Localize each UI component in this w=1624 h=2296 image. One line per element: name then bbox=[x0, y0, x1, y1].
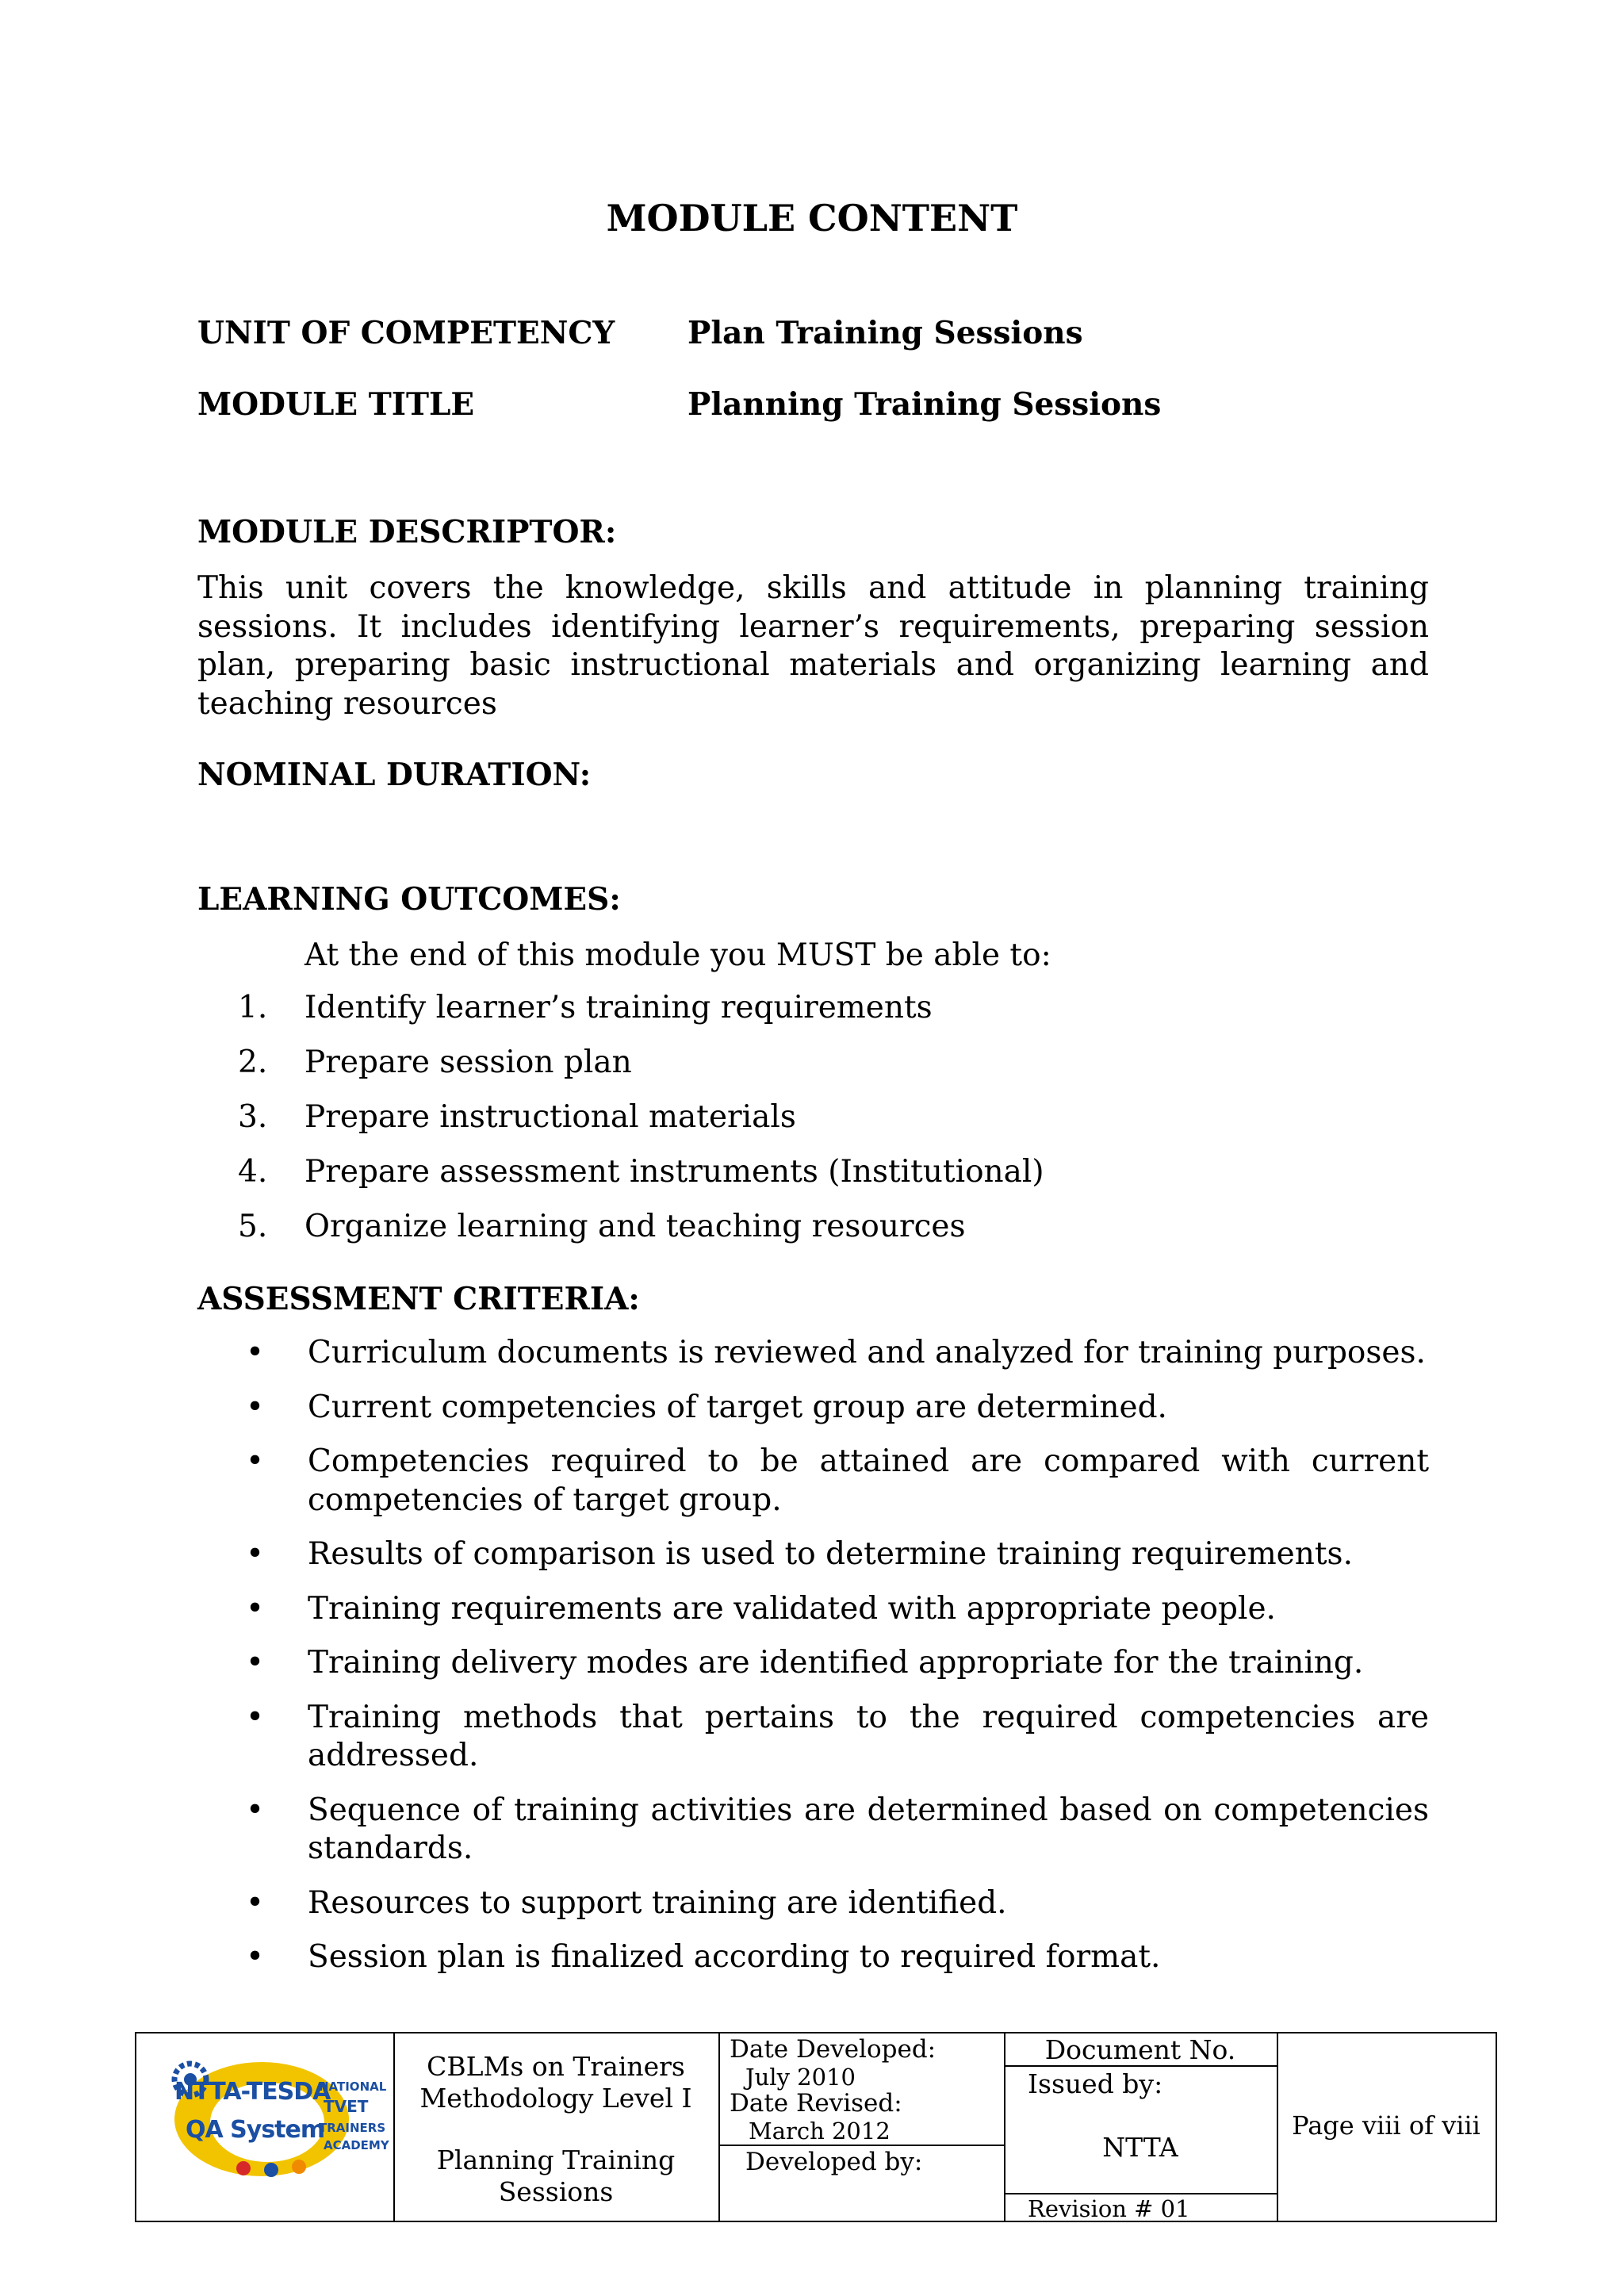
list-item bbox=[238, 1644, 1429, 1683]
list-item bbox=[238, 1938, 1429, 1977]
item-text: Sequence of training activities are determined based on competencies standards. bbox=[308, 1792, 1429, 1866]
ntta-tesda-logo bbox=[168, 2049, 389, 2184]
item-text: Results of comparison is used to determine training requirements. bbox=[308, 1536, 1353, 1572]
item-text: Training requirements are validated with appropriate people. bbox=[308, 1590, 1276, 1627]
date-developed-value: July 2010 bbox=[745, 2064, 856, 2091]
bullet: • bbox=[246, 1443, 265, 1479]
divider bbox=[718, 2145, 1004, 2146]
list-item bbox=[238, 1535, 1429, 1574]
logo-text-qa-system: QA System bbox=[186, 2116, 325, 2144]
item-text: Session plan is finalized according to required format. bbox=[308, 1939, 1161, 1975]
module-title-label: MODULE TITLE bbox=[197, 386, 475, 423]
module-title-row bbox=[197, 386, 1162, 423]
divider bbox=[1004, 2193, 1277, 2194]
list-item bbox=[238, 1443, 1429, 1520]
item-number: 4. bbox=[238, 1154, 268, 1190]
item-text: Prepare session plan bbox=[304, 1045, 632, 1080]
item-text: Identify learner’s training requirements bbox=[304, 990, 933, 1025]
bullet: • bbox=[246, 1389, 265, 1425]
divider bbox=[718, 2033, 720, 2221]
item-text: Training methods that pertains to the required competencies are addressed. bbox=[308, 1699, 1429, 1773]
assessment-criteria-list bbox=[238, 1334, 1429, 1993]
page-number: Page viii of viii bbox=[1292, 2110, 1480, 2141]
unit-of-competency-value: Plan Training Sessions bbox=[688, 315, 1083, 351]
document-footer-table bbox=[135, 2032, 1497, 2222]
module-name bbox=[393, 2145, 718, 2208]
module-descriptor-text: This unit covers the knowledge, skills and attitude in planning training sessions. It includes identifying learner’s requirements, preparing session plan, preparing basic instructional materials and organizing learning and teaching resources bbox=[197, 570, 1429, 722]
date-developed-label: Date Developed: bbox=[730, 2035, 936, 2064]
item-text: Prepare assessment instruments (Institutional) bbox=[304, 1154, 1044, 1190]
logo-text-academy: ACADEMY bbox=[324, 2138, 389, 2152]
cblm-title bbox=[393, 2051, 718, 2114]
logo-text-national: NATIONAL bbox=[319, 2079, 387, 2094]
revision-number: Revision # 01 bbox=[1028, 2195, 1190, 2222]
bullet: • bbox=[246, 1536, 265, 1572]
issued-by-value: NTTA bbox=[1102, 2132, 1178, 2163]
module-line-1: Planning Training bbox=[436, 2145, 676, 2175]
learning-outcomes-heading: LEARNING OUTCOMES: bbox=[197, 881, 621, 918]
item-text: Training delivery modes are identified appropriate for the training. bbox=[308, 1645, 1364, 1681]
item-number: 3. bbox=[238, 1099, 268, 1135]
unit-of-competency-row bbox=[197, 315, 1083, 351]
date-revised-label: Date Revised: bbox=[730, 2089, 902, 2118]
module-descriptor-heading: MODULE DESCRIPTOR: bbox=[197, 514, 617, 550]
item-text: Prepare instructional materials bbox=[304, 1099, 796, 1135]
cblm-line-1: CBLMs on Trainers bbox=[427, 2051, 685, 2082]
bullet: • bbox=[246, 1884, 265, 1921]
assessment-criteria-heading: ASSESSMENT CRITERIA: bbox=[197, 1281, 640, 1317]
page-title: MODULE CONTENT bbox=[606, 197, 1018, 240]
module-line-2: Sessions bbox=[498, 2176, 614, 2207]
bullet: • bbox=[246, 1792, 265, 1828]
bullet: • bbox=[246, 1939, 265, 1975]
list-item bbox=[238, 1884, 1429, 1923]
list-item bbox=[238, 1389, 1429, 1428]
learning-outcomes-intro: At the end of this module you MUST be able to: bbox=[304, 937, 1051, 973]
divider bbox=[1004, 2065, 1277, 2067]
item-text: Organize learning and teaching resources bbox=[304, 1209, 966, 1244]
item-number: 5. bbox=[238, 1209, 268, 1244]
logo-text-ntta-tesda: NTTA-TESDA bbox=[174, 2078, 331, 2106]
date-revised-value: March 2012 bbox=[749, 2118, 891, 2145]
document-no-label: Document No. bbox=[1044, 2034, 1236, 2065]
item-number: 2. bbox=[238, 1045, 268, 1080]
item-text: Competencies required to be attained are compared with current competencies of target group. bbox=[308, 1443, 1429, 1518]
list-item bbox=[238, 1699, 1429, 1776]
item-number: 1. bbox=[238, 990, 268, 1025]
bullet: • bbox=[246, 1645, 265, 1681]
list-item bbox=[238, 1590, 1429, 1629]
issued-by-label: Issued by: bbox=[1028, 2068, 1163, 2099]
developed-by-label: Developed by: bbox=[745, 2148, 923, 2176]
list-item bbox=[238, 1792, 1429, 1869]
bullet: • bbox=[246, 1699, 265, 1735]
module-title-value: Planning Training Sessions bbox=[688, 386, 1162, 423]
bullet: • bbox=[246, 1335, 265, 1370]
cblm-line-2: Methodology Level I bbox=[419, 2083, 692, 2114]
nominal-duration-heading: NOMINAL DURATION: bbox=[197, 757, 592, 793]
item-text: Resources to support training are identified. bbox=[308, 1884, 1007, 1921]
bullet: • bbox=[246, 1590, 265, 1627]
item-text: Curriculum documents is reviewed and analyzed for training purposes. bbox=[308, 1335, 1426, 1370]
logo-text-tvet: TVET bbox=[324, 2097, 369, 2116]
list-item bbox=[238, 1334, 1429, 1373]
item-text: Current competencies of target group are determined. bbox=[308, 1389, 1167, 1425]
unit-of-competency-label: UNIT OF COMPETENCY bbox=[197, 315, 615, 351]
logo-text-trainers: TRAINERS bbox=[319, 2121, 386, 2135]
